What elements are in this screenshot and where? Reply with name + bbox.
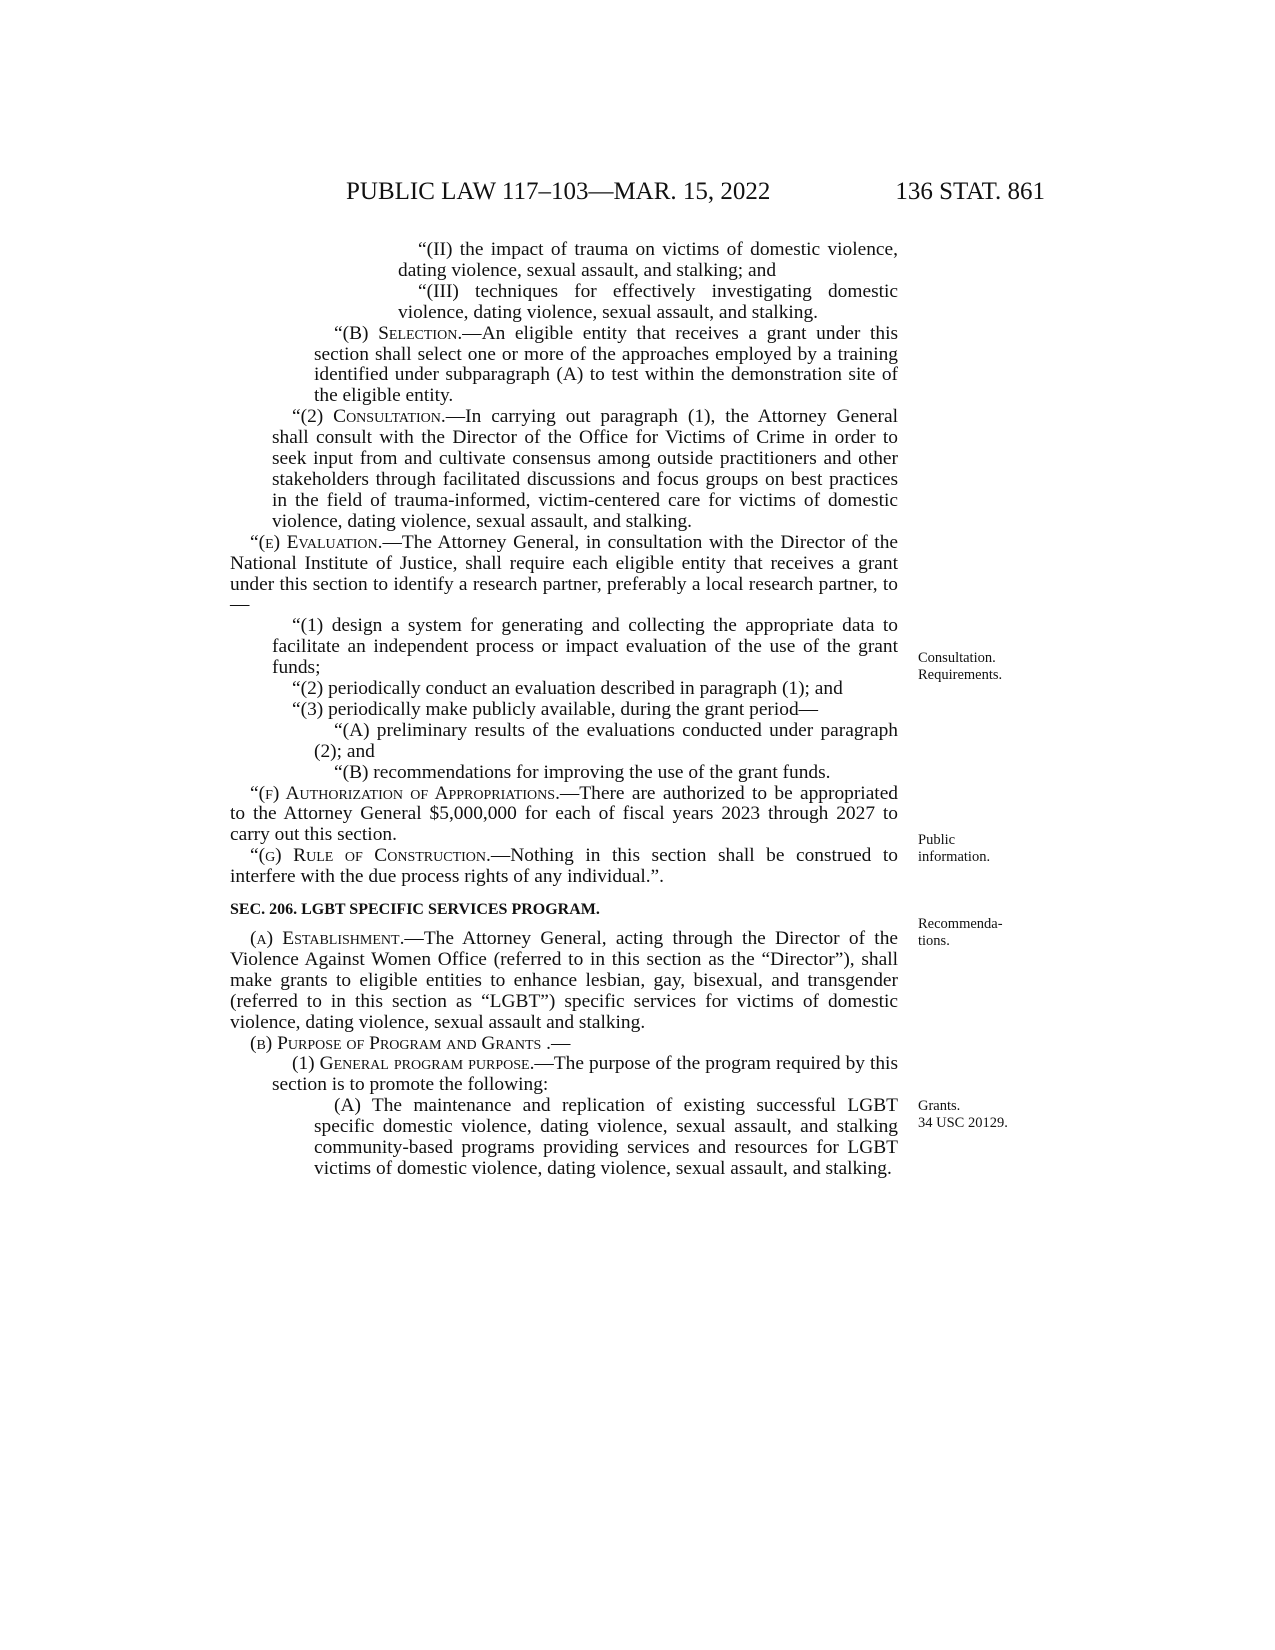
paragraph: “(2) periodically conduct an evaluation described in paragraph (1); and bbox=[292, 678, 843, 700]
paragraph: “(B) recommendations for improving the use of the grant funds. bbox=[334, 761, 831, 783]
paragraph-heading: “(e) Evaluation bbox=[250, 531, 378, 553]
paragraph: “(e) Evaluation.—The Attorney General, in consultation with the Director of the National Institute of Justice, shall require each eligible entity that receives a grant under this section to identify a research partner, preferably a local research partner, to— bbox=[230, 531, 898, 616]
margin-note-line: tions. bbox=[918, 933, 950, 949]
paragraph-heading: “(f) Authorization of Appropriations bbox=[250, 782, 556, 804]
page-number: 136 STAT. 861 bbox=[895, 178, 1045, 205]
paragraph: “(3) periodically make publicly available, during the grant period— bbox=[292, 698, 819, 720]
margin-note-line: Grants. bbox=[918, 1098, 961, 1114]
running-header-title: PUBLIC LAW 117–103—MAR. 15, 2022 bbox=[346, 178, 771, 205]
margin-note-line: information. bbox=[918, 849, 991, 865]
paragraph-heading: “(2) Consultation bbox=[292, 406, 441, 428]
paragraph: “(B) Selection.—An eligible entity that receives a grant under this section shall select one or more of the approaches employed by a training identified under subparagraph (A) to test within the demonstration site of the eligible entity. bbox=[314, 322, 899, 407]
margin-note bbox=[918, 832, 990, 866]
margin-note-line: Public bbox=[918, 832, 956, 848]
paragraph: “(f) Authorization of Appropriations.—There are authorized to be appropriated to the Attorney General $5,000,000 for each of fiscal years 2023 through 2027 to carry out this section. bbox=[230, 782, 898, 846]
margin-note-line: Recommenda- bbox=[918, 916, 1003, 932]
margin-note-line: Consultation. bbox=[918, 650, 996, 666]
margin-note bbox=[918, 916, 1003, 950]
margin-note bbox=[918, 650, 1002, 684]
paragraph: (A) The maintenance and replication of existing successful LGBT specific domestic violence, dating violence, sexual assault, and stalking community-based programs providing services and resources for LGBT victims of domestic violence, dating violence, sexual assault, and stalking. bbox=[314, 1095, 898, 1179]
paragraph-heading: (a) Establishment bbox=[250, 928, 400, 949]
paragraph-heading: “(g) Rule of Construction bbox=[250, 845, 487, 867]
margin-note-line: Requirements. bbox=[918, 667, 1003, 683]
document-body bbox=[230, 240, 898, 1180]
paragraph: “(A) preliminary results of the evaluations conducted under paragraph (2); and bbox=[314, 719, 898, 762]
paragraph: “(II) the impact of trauma on victims of domestic violence, dating violence, sexual assault, and stalking; and bbox=[398, 239, 898, 281]
margin-note bbox=[918, 1098, 1008, 1132]
paragraph: “(1) design a system for generating and collecting the appropriate data to facilitate an independent process or impact evaluation of the use of the grant funds; bbox=[272, 615, 898, 679]
paragraph: “(III) techniques for effectively investigating domestic violence, dating violence, sexual assault, and stalking. bbox=[398, 280, 898, 323]
paragraph-heading: (b) Purpose of Program and Grants bbox=[250, 1032, 542, 1054]
paragraph: “(2) Consultation.—In carrying out paragraph (1), the Attorney General shall consult with the Director of the Office for Victims of Crime in order to seek input from and cultivate consensus among outside practitioners and other stakeholders through facilitated discussions and focus groups on best practices in the field of trauma-informed, victim-centered care for victims of domestic violence, dating violence, sexual assault, and stalking. bbox=[272, 406, 898, 532]
margin-note-line: 34 USC 20129. bbox=[918, 1115, 1008, 1131]
section-heading: SEC. 206. LGBT SPECIFIC SERVICES PROGRAM. bbox=[230, 901, 600, 919]
paragraph-heading: (1) General program purpose bbox=[292, 1053, 530, 1075]
paragraph: (a) Establishment.—The Attorney General, acting through the Director of the Violence Against Women Office (referred to in this section as the “Director”), shall make grants to eligible entities to enhance lesbian, gay, bisexual, and transgender (referred to in this section as “LGBT”) specific services for victims of domestic violence, dating violence, sexual assault and stalking. bbox=[230, 928, 898, 1033]
paragraph: (1) General program purpose.—The purpose of the program required by this section is to promote the following: bbox=[272, 1053, 898, 1096]
paragraph: “(g) Rule of Construction.—Nothing in this section shall be construed to interfere with the due process rights of any individual.”. bbox=[230, 845, 898, 888]
paragraph-heading: “(B) Selection bbox=[334, 322, 458, 344]
paragraph: (b) Purpose of Program and Grants .— bbox=[250, 1032, 571, 1054]
